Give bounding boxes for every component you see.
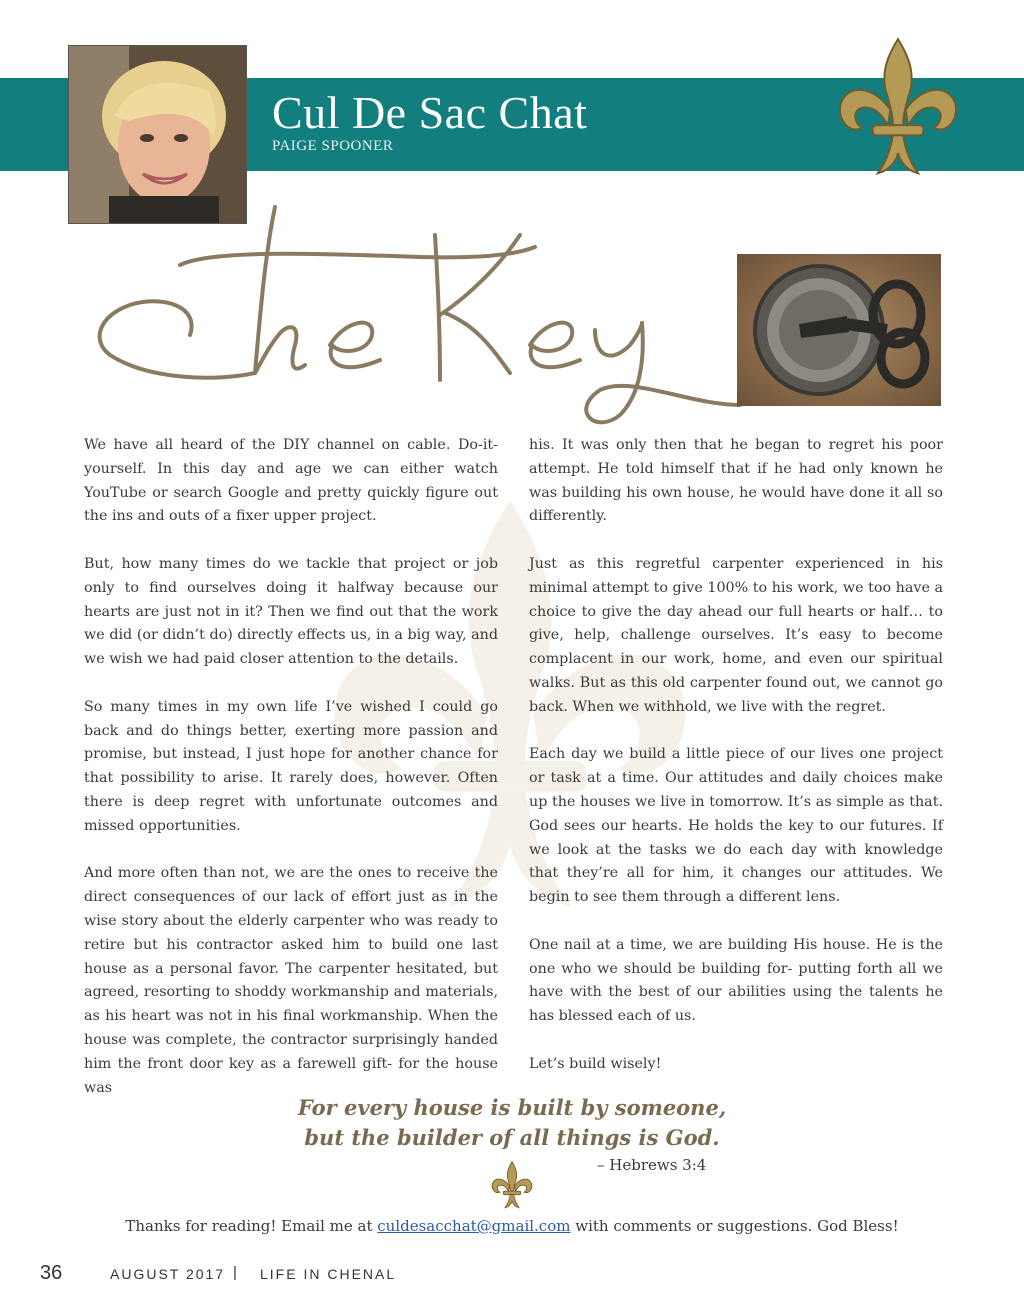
article-paragraph: Let’s build wisely!	[529, 1055, 662, 1072]
article-title-script	[90, 195, 770, 435]
article-paragraph: Each day we build a little piece of our lives one project or task at a time. Our attitudes and daily choices make up the houses we live in tomorrow. It’s as simple as that. God sees our hearts. He holds the key to our futures. If we look at the tasks we do each day with knowledge that they’re all for him, it changes our attitudes. We begin to see them through a different lens.	[529, 746, 943, 906]
article-paragraph: And more often than not, we are the ones to receive the direct consequences of our lack of effort just as in the wise story about the elderly carpenter who was ready to retire but his contractor asked him to build one last house as a personal favor. The carpenter hesitated, but agreed, resorting to shoddy workmanship and materials, as his heart was not in his final workmanship. When the house was complete, the contractor surprisingly handed him the front door key as a farewell gift- for the house was	[84, 865, 498, 1096]
article-column-left	[84, 434, 498, 1124]
fleur-de-lis-icon	[490, 1160, 534, 1212]
closing-suffix: with comments or suggestions. God Bless!	[570, 1217, 899, 1235]
scripture-quote	[0, 1093, 1024, 1153]
footer-separator: |	[233, 1264, 237, 1281]
article-column-right	[529, 434, 943, 1100]
column-title: Cul De Sac Chat	[272, 87, 588, 138]
closing-prefix: Thanks for reading! Email me at	[125, 1217, 378, 1235]
article-paragraph: One nail at a time, we are building His house. He is the one who we should be building for- putting forth all we have with the best of our abilities using the talents he has blessed each of us.	[529, 936, 943, 1025]
article-paragraph: So many times in my own life I’ve wished I could go back and do things better, exerting more passion and promise, but instead, I just hope for another chance for that possibility to arise. It rarely does, however. Often there is deep regret with unfortunate outcomes and missed opportunities.	[84, 698, 498, 834]
quote-citation: – Hebrews 3:4	[597, 1156, 707, 1174]
quote-line-1: For every house is built by someone,	[297, 1095, 727, 1120]
email-link[interactable]: culdesacchat@gmail.com	[377, 1217, 571, 1235]
issue-date: AUGUST 2017	[110, 1266, 226, 1282]
fleur-de-lis-icon	[834, 34, 962, 186]
quote-line-2: but the builder of all things is God.	[304, 1125, 720, 1150]
article-paragraph: Just as this regretful carpenter experienced in his minimal attempt to give 100% to his work, we too have a choice to give the day ahead our full hearts or half… to give, help, challenge ourselves. It’s easy to become complacent in our work, home, and even our spiritual walks. But as this old carpenter found out, we cannot go back. When we withhold, we live with the regret.	[529, 555, 943, 715]
closing-note	[0, 1217, 1024, 1235]
article-paragraph: his. It was only then that he began to regret his poor attempt. He told himself that if he had only known he was building his own house, he would have done it all so differently.	[529, 437, 943, 525]
magazine-name: LIFE IN CHENAL	[260, 1266, 397, 1282]
article-paragraph: But, how many times do we tackle that project or job only to find ourselves doing it halfway because our hearts are just not in it? Then we find out that the work we did (or didn’t do) directly effects us, in a big way, and we wish we had paid closer attention to the details.	[84, 555, 498, 668]
article-paragraph: We have all heard of the DIY channel on cable. Do-it-yourself. In this day and age we can either watch YouTube or search Google and pretty quickly figure out the ins and outs of a fixer upper project.	[84, 437, 498, 525]
page-number: 36	[40, 1262, 63, 1284]
key-in-lock-photo	[737, 254, 941, 406]
author-name: PAIGE SPOONER	[272, 138, 394, 154]
